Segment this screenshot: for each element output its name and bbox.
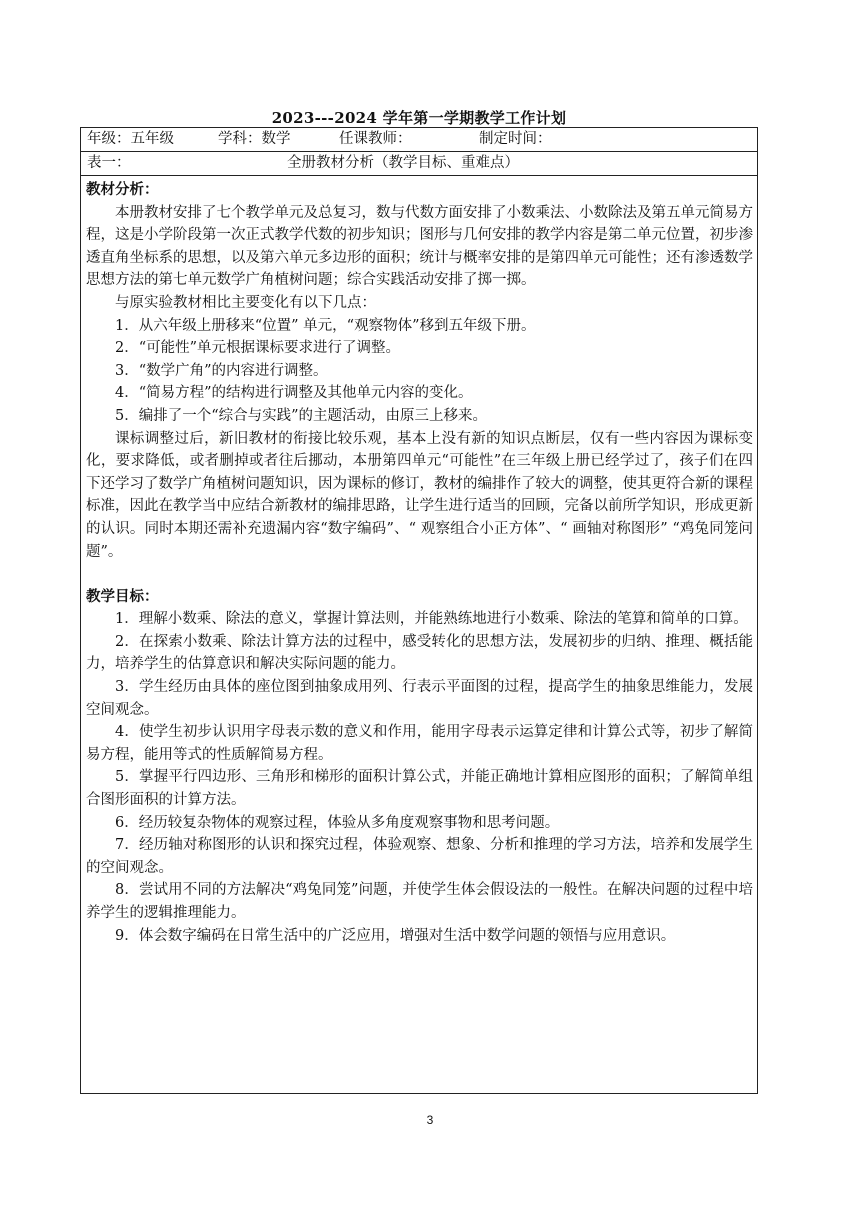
date-field: 制定时间： [479,131,552,147]
content-cell [81,176,757,1093]
change-item: 4．“简易方程”的结构进行调整及其他单元内容的变化。 [115,385,473,402]
analysis-heading: 教材分析： [86,181,159,198]
goal-item: 9．体会数字编码在日常生活中的广泛应用，增强对生活中数学问题的领悟与应用意识。 [115,927,676,944]
change-item: 2．“可能性”单元根据课标要求进行了调整。 [115,340,401,357]
goal-item: 2．在探索小数乘、除法计算方法的过程中，感受转化的思想方法，发展初步的归纳、推理、概括能力，培养学生的估算意识和解决实际问题的能力。 [86,633,753,673]
change-item: 3．“数学广角”的内容进行调整。 [115,362,328,379]
analysis-summary: 课标调整过后，新旧教材的衔接比较乐观，基本上没有新的知识点断层，仅有一些内容因为课标变化，要求降低，或者删掉或者往后挪动，本册第四单元“可能性”在三年级上册已经学过了，孩子们在四下还学习了数学广角植树问题知识，因为课标的修订，教材的编排作了较大的调整，使其更符合新的课程标准，因此在教学当中应结合新教材的编排思路，让学生进行适当的回顾，完备以前所学知识，形成更新的认识。同时本期还需补充遗漏内容“数字编码”、“ 观察组合小正方体”、“ 画轴对称图形” “鸡兔同笼问题”。 [86,430,753,560]
goal-item: 6．经历较复杂物体的观察过程，体验从多角度观察事物和思考问题。 [115,814,560,831]
page-number: 3 [426,1113,434,1127]
goal-item: 4．使学生初步认识用字母表示数的意义和作用，能用字母表示运算定律和计算公式等，初步了解简易方程，能用等式的性质解简易方程。 [86,724,753,763]
goal-item: 7．经历轴对称图形的认识和探究过程，体验观察、想象、分析和推理的学习方法，培养和发展学生的空间观念。 [86,837,753,876]
subject-field: 学科：数学 [218,131,291,147]
info-row [81,128,757,152]
changes-intro: 与原实验教材相比主要变化有以下几点： [115,294,376,311]
goals-heading: 教学目标： [86,587,159,605]
plan-table [80,127,758,1094]
caption-row [81,152,757,176]
analysis-intro: 本册教材安排了七个教学单元及总复习，数与代数方面安排了小数乘法、小数除法及第五单元简易方程，这是小学阶段第一次正式教学代数的初步知识；图形与几何安排的教学内容是第二单元位置，初步渗透直角坐标系的思想，以及第六单元多边形的面积；统计与概率安排的是第四单元可能性；还有渗透数学思想方法的第七单元数学广角植树问题；综合实践活动安排了掷一掷。 [86,204,753,289]
page-title: 2023---2024 学年第一学期教学工作计划 [271,109,567,127]
teacher-field: 任课教师： [339,131,412,147]
goal-item: 5．掌握平行四边形、三角形和梯形的面积计算公式，并能正确地计算相应图形的面积；了解简单组合图形面积的计算方法。 [86,769,753,809]
table-caption: 全册教材分析（教学目标、重难点） [287,155,519,171]
goal-item: 1．理解小数乘、除法的意义，掌握计算法则，并能熟练地进行小数乘、除法的笔算和简单的口算。 [115,611,748,628]
section-gap [86,563,753,586]
goal-item: 3．学生经历由具体的座位图到抽象成用列、行表示平面图的过程，提高学生的抽象思维能力，发展空间观念。 [86,679,753,718]
goal-item: 8．尝试用不同的方法解决“鸡兔同笼”问题，并使学生体会假设法的一般性。在解决问题的过程中培养学生的逻辑推理能力。 [86,882,753,921]
table-label: 表一： [87,155,131,171]
grade-field: 年级：五年级 [87,131,174,147]
change-item: 1．从六年级上册移来“位置” 单元，“观察物体”移到五年级下册。 [115,317,536,334]
change-item: 5．编排了一个“综合与实践”的主题活动，由原三上移来。 [115,407,488,424]
